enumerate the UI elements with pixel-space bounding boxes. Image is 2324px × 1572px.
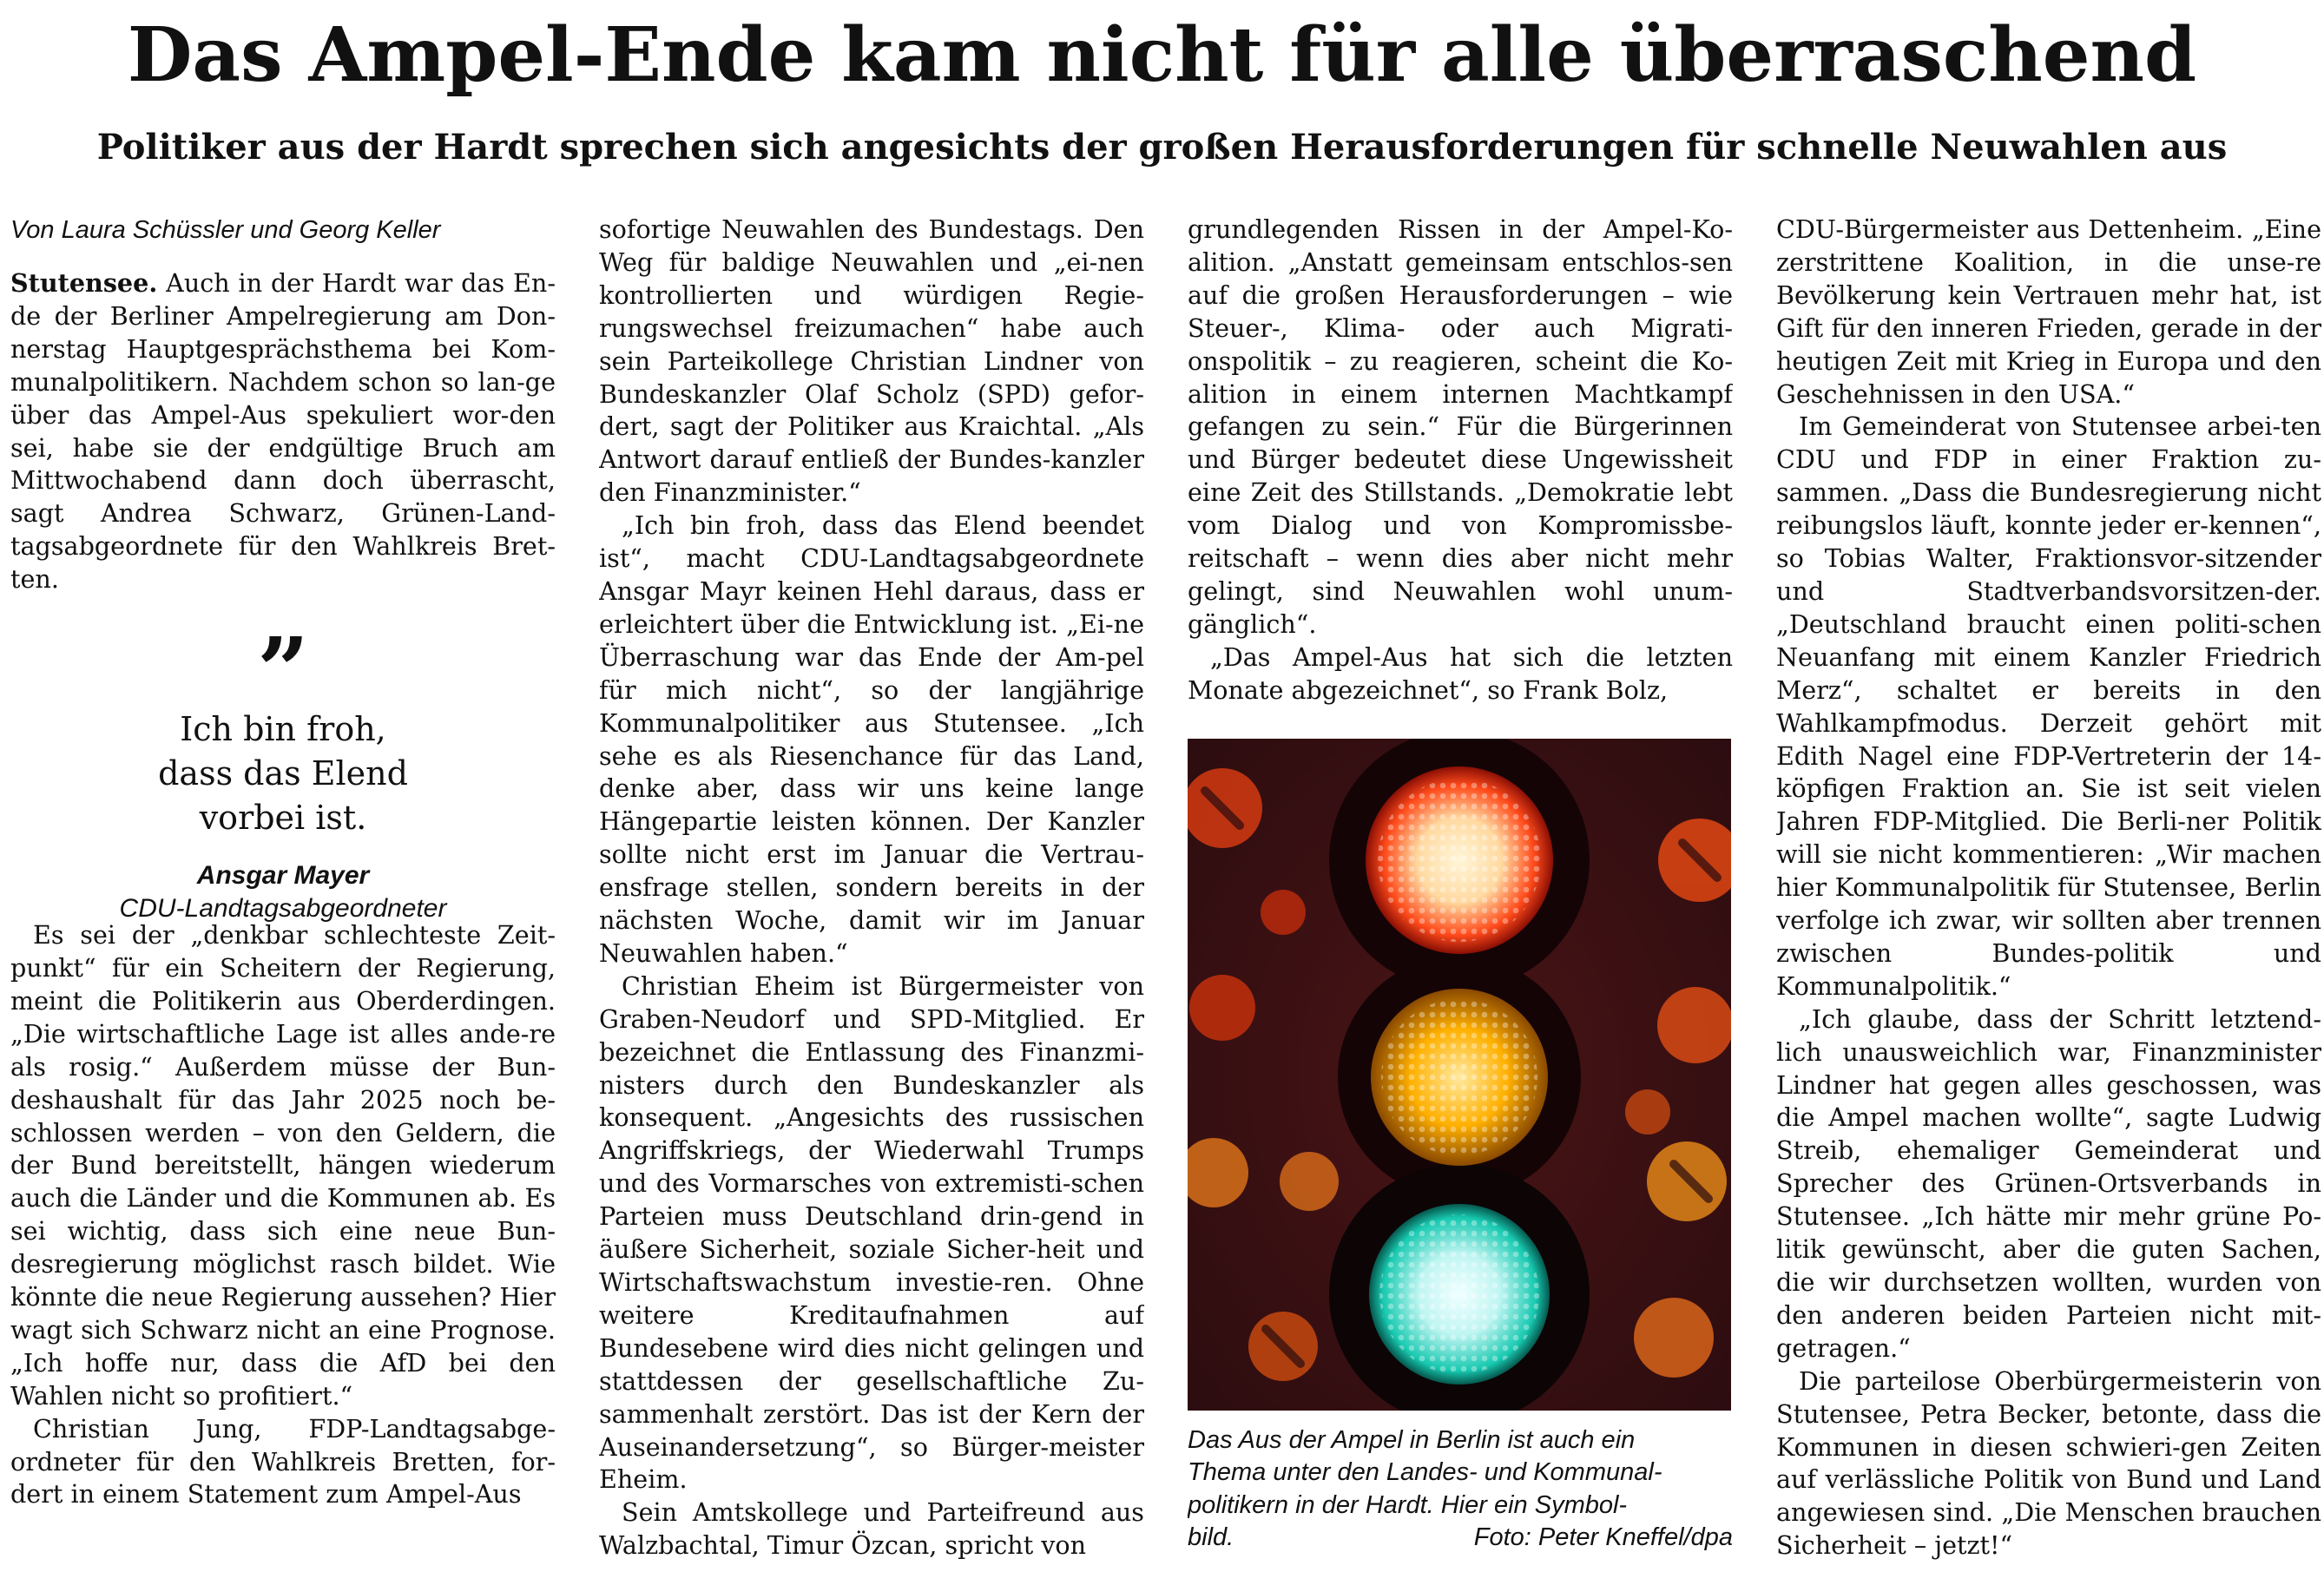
caption-credit-row [1188,1522,1733,1555]
caption-line: bild. [1188,1523,1234,1552]
body-paragraph: Sein Amtskollege und Parteifreund aus Walzbachtal, Timur Özcan, spricht von [599,1497,1144,1561]
body-paragraph: Es sei der „denkbar schlechteste Zeit-punkt“ für ein Scheitern der Regierung, meint die Politikerin aus Oberderdingen. „Die wirtschaftliche Lage ist alles ande-re als rosig.“ Außerdem müsse der Bun-deshaushalt für das Jahr 2025 noch be-schlossen werden – von den Geldern, die der Bund bereitstellt, hängen wiederum auch die Länder und die Kommunen ab. Es sei wichtig, dass sich eine neue Bun-desregierung möglichst rasch bildet. Wie könnte die neue Regierung aussehen? Hier wagt sich Schwarz nicht an eine Prognose. „Ich hoffe nur, dass die AfD bei den Wahlen nicht so profitiert.“ [10,920,556,1411]
body-paragraph: Im Gemeinderat von Stutensee arbei-ten CDU und FDP in einer Fraktion zu-sammen. „Dass die Bundesregierung nicht reibungslos läuft, konnte jeder er-kennen“, so Tobias Walter, Fraktionsvor-sitzender und Stadtverbandsvorsitzen-der. „Deutschland braucht einen politi-schen Neuanfang mit einem Kanzler Friedrich Merz“, schaltet er bereits in den Wahlkampfmodus. Derzeit gehört mit Edith Nagel eine FDP-Vertreterin der 14-köpfigen Fraktion an. Sie ist seit vielen Jahren FDP-Mitglied. Die Berli-ner Politik will sie nicht kommentieren: „Wir machen hier Kommunalpolitik für Stutensee, Berlin verfolge ich zwar, wir sollten aber trennen zwischen Bundes-politik und Kommunalpolitik.“ [1776,411,2321,1001]
quote-mark-icon: ” [257,617,309,725]
body-paragraph: „Das Ampel-Aus hat sich die letzten Monate abgezeichnet“, so Frank Bolz, [1188,641,1733,705]
body-paragraph: CDU-Bürgermeister aus Dettenheim. „Eine zerstrittene Koalition, in die unse-re Bevölkerung kein Vertrauen mehr hat, ist Gift für den inneren Frieden, gerade in der heutigen Zeit mit Krieg in Europa und den Geschehnissen in den USA.“ [1776,214,2321,409]
body-paragraph: „Ich glaube, dass der Schritt letztend-lich unausweichlich war, Finanzminister Lindner hat gegen alles geschossen, was die Ampel machen wollte“, sagte Ludwig Streib, ehemaliger Gemeinderat und Sprecher des Grünen-Ortsverbands in Stutensee. „Ich hätte mir mehr grüne Po-litik gewünscht, aber die guten Sachen, die wir durchsetzen wollten, wurden von den anderen beiden Parteien nicht mit-getragen.“ [1776,1003,2321,1363]
body-paragraph: „Ich bin froh, dass das Elend beendet ist“, macht CDU-Landtagsabgeordnete Ansgar Mayr keinen Hehl daraus, dass er erleichtert über die Entwicklung ist. „Ei-ne Überraschung war das Ende der Am-pel für mich nicht“, so der langjährige Kommunalpolitiker aus Stutensee. „Ich sehe es als Riesenchance für das Land, denke aber, dass wir uns keine lange Hängepartie leisten können. Der Kanzler sollte nicht erst im Januar die Vertrau-ensfrage stellen, sondern bereits in der nächsten Woche, damit wir im Januar Neuwahlen haben.“ [599,510,1144,968]
byline: Von Laura Schüssler und Georg Keller [10,216,441,244]
lead-paragraph [10,267,556,596]
subheadline: Politiker aus der Hardt sprechen sich angesichts der großen Herausforderungen für schnelle Neuwahlen aus [96,127,2228,168]
lead-text: Auch in der Hardt war das En-de der Berliner Ampelregierung am Don-nerstag Hauptgesprächsthema bei Kom-munalpolitikern. Nachdem schon so lan-ge über das Ampel-Aus spekuliert wor-den sei, habe sie der endgültige Bruch am Mittwochabend dann doch überrascht, sagt Andrea Schwarz, Grünen-Land-tagsabgeordnete für den Wahlkreis Bret-ten. [10,268,556,595]
caption-line: Thema unter den Landes- und Kommunal- [1188,1458,1662,1487]
body-paragraph: grundlegenden Rissen in der Ampel-Ko-alition. „Anstatt gemeinsam entschlos-sen auf die großen Herausforderungen – wie Steuer-, Klima- oder auch Migrati-onspolitik – zu reagieren, scheint die Ko-alition in einem internen Machtkampf gefangen zu sein.“ Für die Bürgerinnen und Bürger bedeutet diese Ungewissheit eine Zeit des Stillstands. „Demokratie lebt vom Dialog und von Kompromissbe-reitschaft – wenn dies aber nicht mehr gelingt, sind Neuwahlen wohl unum-gänglich“. [1188,214,1733,639]
pullquote-role: CDU-Landtagsabgeordneter [119,894,447,924]
pullquote-author: Ansgar Mayer [196,861,370,891]
body-paragraph: Die parteilose Oberbürgermeisterin von Stutensee, Petra Becker, betonte, dass die Kommunen in diesen schwieri-gen Zeiten auf verlässliche Politik von Bund und Land angewiesen sind. „Die Menschen brauchen Sicherheit – jetzt!“ [1776,1365,2321,1561]
body-paragraph: Christian Eheim ist Bürgermeister von Graben-Neudorf und SPD-Mitglied. Er bezeichnet die Entlassung des Finanzmi-nisters durch den Bundeskanzler als konsequent. „Angesichts des russischen Angriffskriegs, der Wiederwahl Trumps und des Vormarsches von extremisti-schen Parteien muss Deutschland drin-gend in äußere Sicherheit, soziale Sicher-heit und Wirtschaftswachstum investie-ren. Ohne weitere Kreditaufnahmen auf Bundesebene wird dies nicht gelingen und stattdessen der gesellschaftliche Zu-sammenhalt zerstört. Das ist der Kern der Auseinandersetzung“, so Bürger-meister Eheim. [599,970,1144,1495]
caption-line: politikern in der Hardt. Hier ein Symbol- [1188,1490,1628,1519]
photo-credit: Foto: Peter Kneffel/dpa [1473,1523,1733,1552]
column-3 [1188,214,1733,1572]
traffic-light-photo [1188,739,1731,1411]
pullquote-line: Ich bin froh, [180,710,386,749]
pullquote [10,617,556,924]
body-paragraph: Christian Jung, FDP-Landtagsabge-ordneter für den Wahlkreis Bretten, for-dert in einem Statement zum Ampel-Aus [10,1413,556,1510]
dateline: Stutensee. [10,268,158,298]
column-4 [1776,214,2321,1572]
body-paragraph: sofortige Neuwahlen des Bundestags. Den Weg für baldige Neuwahlen und „ei-nen kontrollierten und würdigen Regie-rungswechsel freizumachen“ habe auch sein Parteikollege Christian Lindner von Bundeskanzler Olaf Scholz (SPD) gefor-dert, sagt der Politiker aus Kraichtal. „Als Antwort darauf entließ der Bundes-kanzler den Finanzminister.“ [599,214,1144,508]
pullquote-line: vorbei ist. [199,799,367,838]
column-1 [10,214,556,1572]
column-2 [599,214,1144,1572]
caption-line: Das Aus der Ampel in Berlin ist auch ein [1188,1425,1636,1454]
photo-caption [1188,1424,1733,1555]
pullquote-line: dass das Elend [158,754,408,793]
headline: Das Ampel-Ende kam nicht für alle überraschend [127,11,2197,99]
pullquote-text [10,707,556,840]
